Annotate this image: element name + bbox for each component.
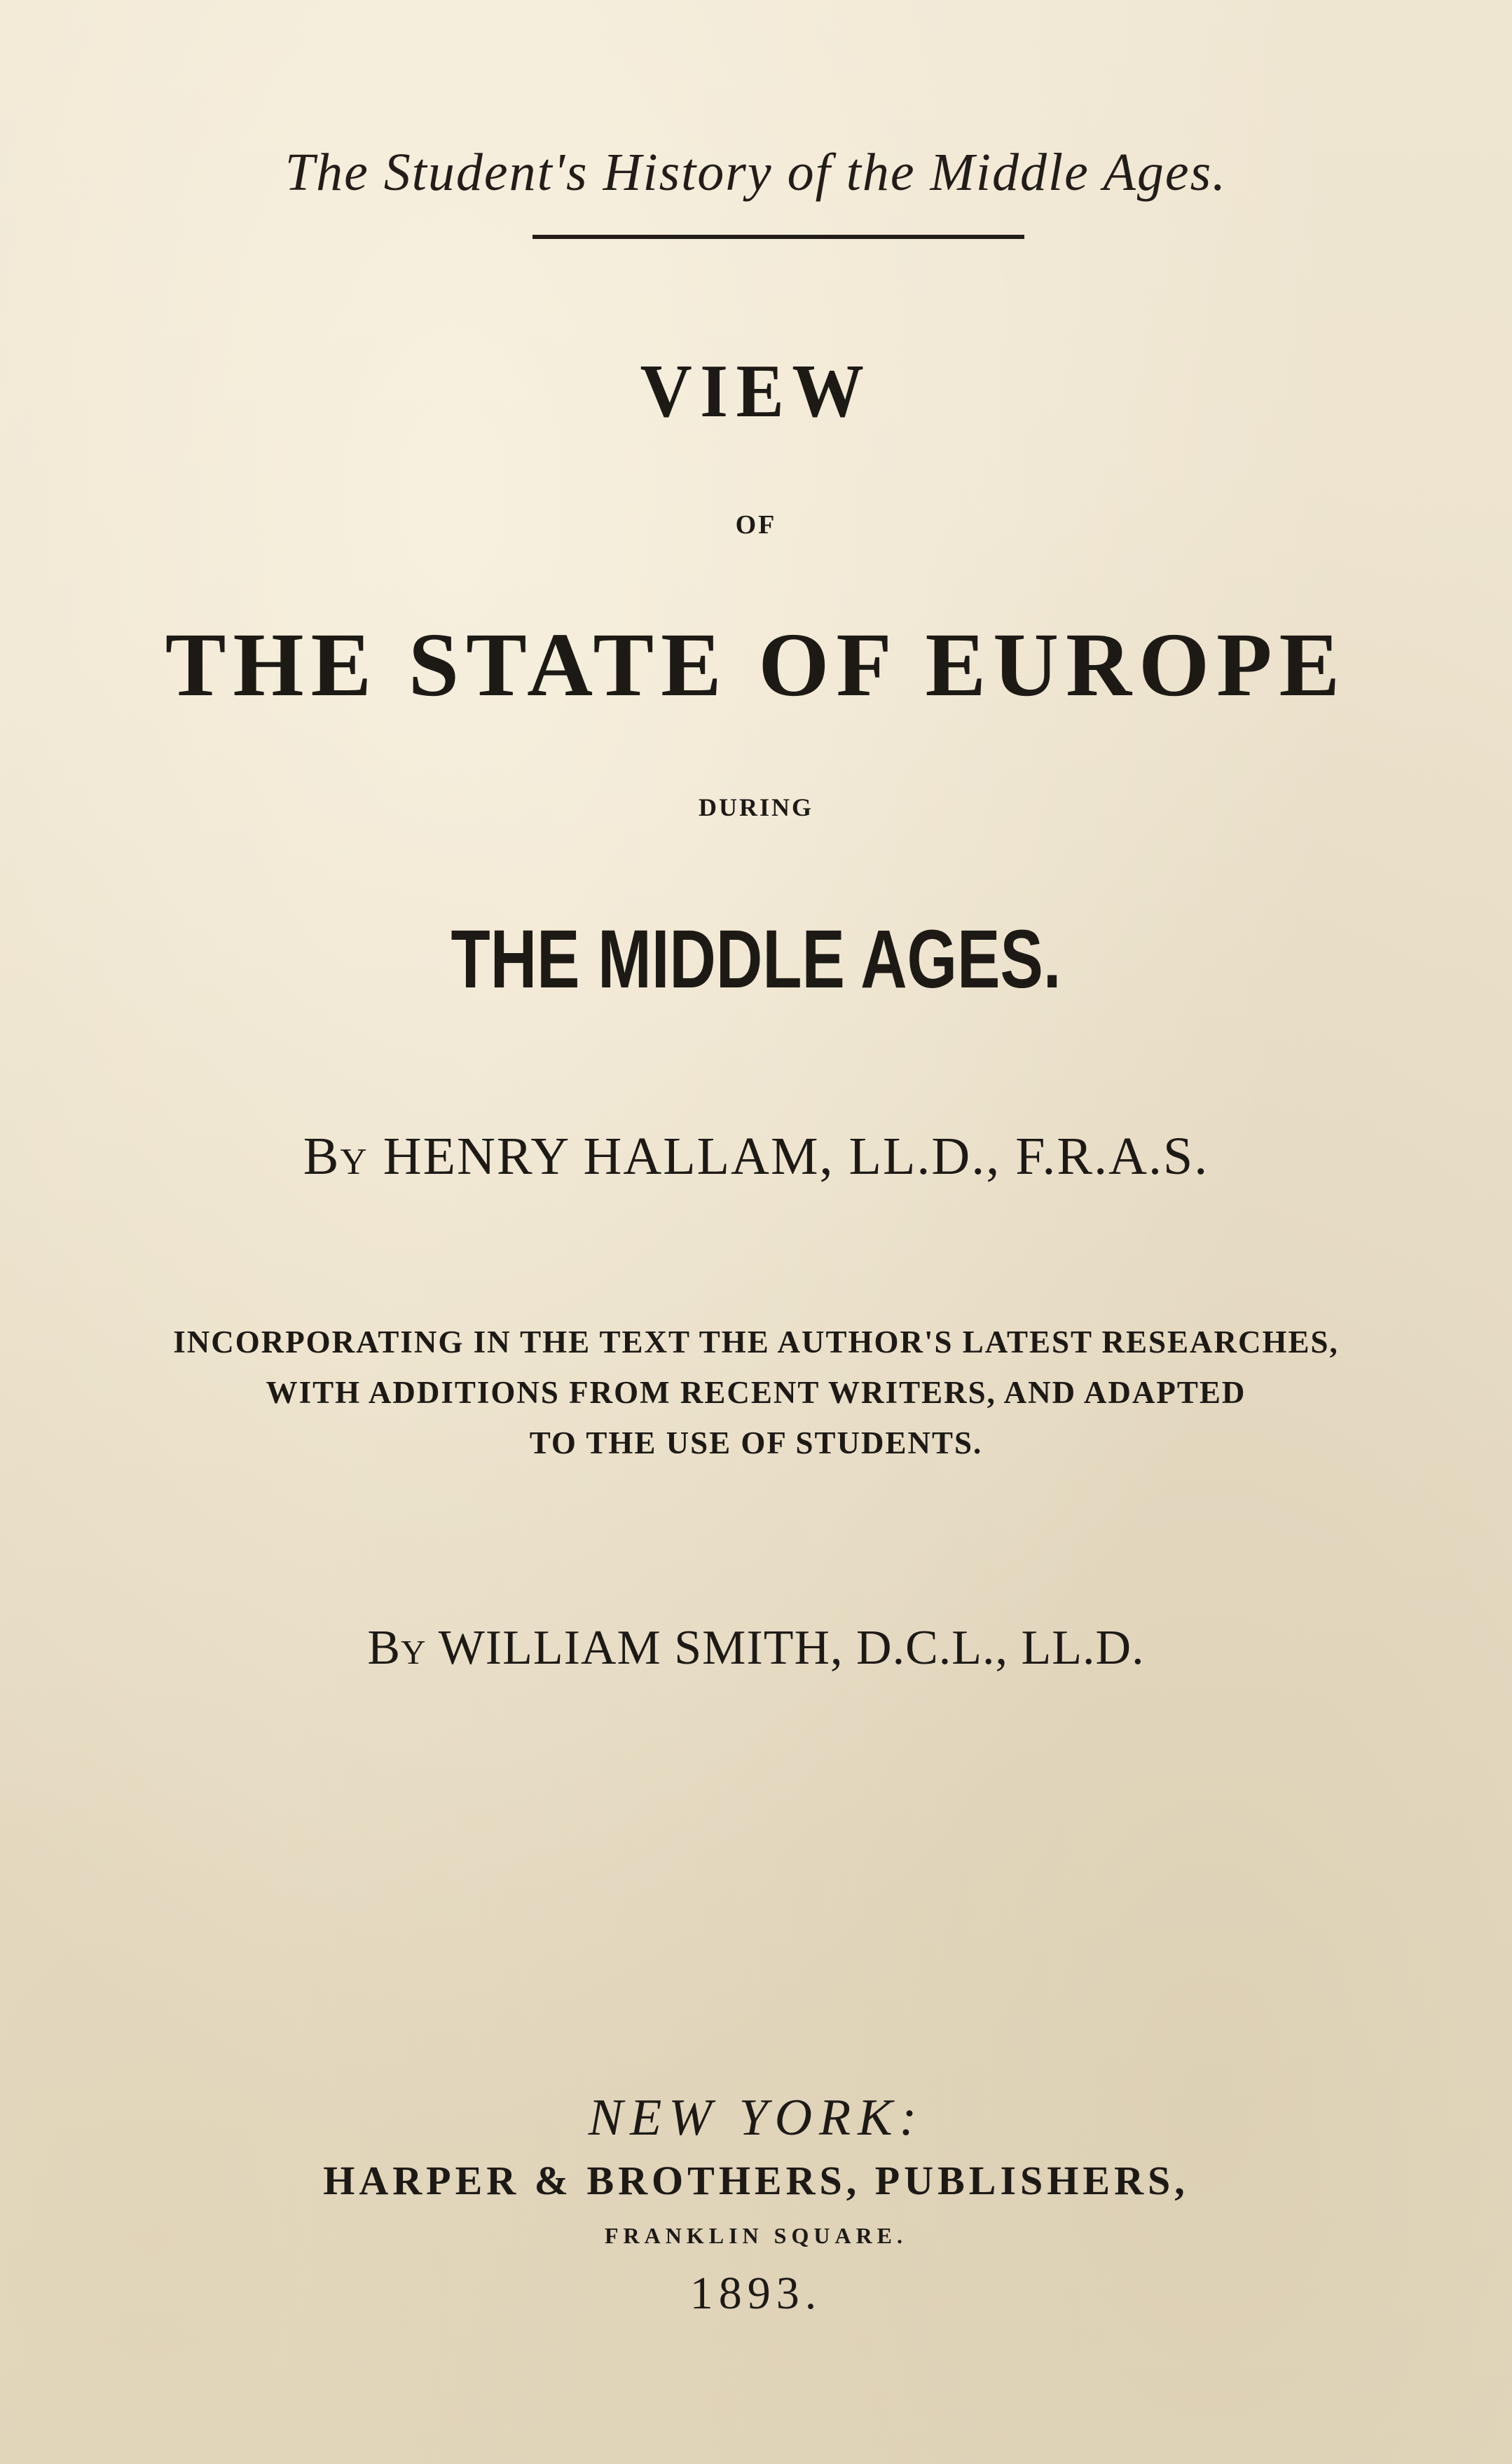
publisher-address: FRANKLIN SQUARE. [604, 2223, 908, 2248]
publisher-name: HARPER & BROTHERS, PUBLISHERS, [323, 2158, 1189, 2203]
subtitle-line-1: INCORPORATING IN THE TEXT THE AUTHOR'S LATEST RESEARCHES, [173, 1325, 1339, 1360]
title-rule [532, 235, 1024, 239]
heading-view: VIEW [640, 350, 872, 433]
publication-city: NEW YORK: [588, 2089, 924, 2147]
author-by: By [303, 1127, 369, 1186]
editor-name: WILLIAM SMITH, D.C.L., LL.D. [438, 1621, 1145, 1675]
heading-of: OF [735, 510, 777, 540]
author-line [0, 1127, 1512, 1186]
editor-by: By [367, 1621, 427, 1675]
subtitle-line-2: WITH ADDITIONS FROM RECENT WRITERS, AND ADAPTED [266, 1375, 1246, 1410]
heading-during: DURING [698, 793, 813, 821]
publication-year: 1893. [689, 2268, 823, 2319]
subtitle-line-3: TO THE USE OF STUDENTS. [529, 1425, 983, 1460]
heading-state-of-europe: THE STATE OF EUROPE [165, 615, 1347, 716]
series-title: The Student's History of the Middle Ages. [284, 143, 1228, 202]
editor-line [0, 1621, 1512, 1675]
author-name: HENRY HALLAM, LL.D., F.R.A.S. [383, 1127, 1209, 1186]
heading-middle-ages: THE MIDDLE AGES. [451, 913, 1061, 1006]
